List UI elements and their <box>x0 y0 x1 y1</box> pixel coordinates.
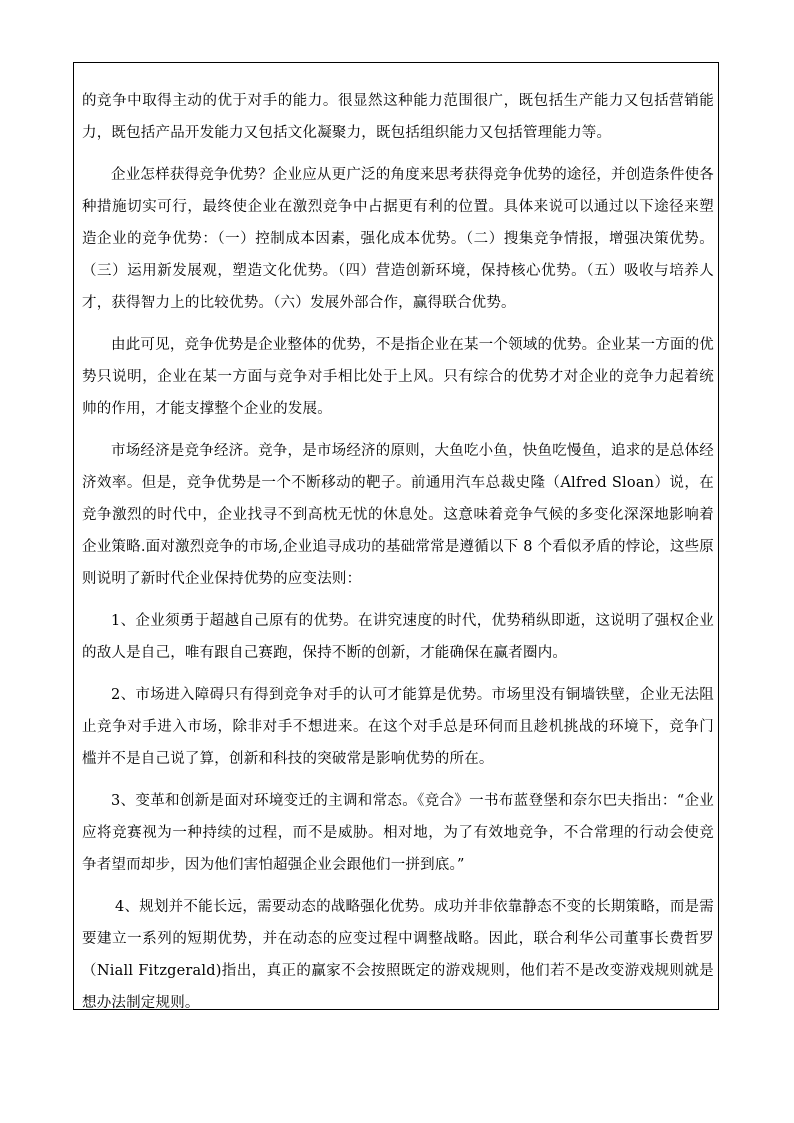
paragraph-market-economy: 市场经济是竞争经济。竞争，是市场经济的原则，大鱼吃小鱼，快鱼吃慢鱼，追求的是总体经济效率。但是，竞争优势是一个不断移动的靶子。前通用汽车总裁史隆（Alfred Sloan）说，在竞争激烈的时代中，企业找寻不到高枕无忧的休息处。这意味着竞争气候的多变化深深地影响着企业策略.面对激烈竞争的市场,企业追寻成功的基础常常是遵循以下 8 个看似矛盾的悖论，这些原则说明了新时代企业保持优势的应变法则： <box>82 443 714 587</box>
paragraph-point-2: 2、市场进入障碍只有得到竞争对手的认可才能算是优势。市场里没有铜墙铁壁，企业无法阻止竞争对手进入市场，除非对手不想进来。在这个对手总是环伺而且趁机挑战的环境下，竞争门槛并不是自己说了算，创新和科技的突破常是影响优势的所在。 <box>82 687 714 767</box>
paragraph-overall-advantage: 由此可见，竞争优势是企业整体的优势，不是指企业在某一个领域的优势。企业某一方面的优势只说明，企业在某一方面与竞争对手相比处于上风。只有综合的优势才对企业的竞争力起着统帅的作用，才能支撑整个企业的发展。 <box>82 337 714 417</box>
paragraph-point-3: 3、变革和创新是面对环境变迁的主调和常态。《竞合》一书布蓝登堡和奈尔巴夫指出：“企业应将竞赛视为一种持续的过程，而不是威胁。相对地，为了有效地竞争，不合常理的行动会使竞争者望而却步，因为他们害怕超强企业会跟他们一拼到底。” <box>82 793 714 873</box>
paragraph-point-1: 1、企业须勇于超越自己原有的优势。在讲究速度的时代，优势稍纵即逝，这说明了强权企业的敌人是自己，唯有跟自己赛跑，保持不断的创新，才能确保在赢者圈内。 <box>82 613 714 661</box>
paragraph-continuation: 的竞争中取得主动的优于对手的能力。很显然这种能力范围很广，既包括生产能力又包括营销能力，既包括产品开发能力又包括文化凝聚力，既包括组织能力又包括管理能力等。 <box>82 93 714 141</box>
paragraph-how-to-gain-advantage: 企业怎样获得竞争优势？企业应从更广泛的角度来思考获得竞争优势的途径，并创造条件使各种措施切实可行，最终使企业在激烈竞争中占据更有利的位置。具体来说可以通过以下途径来塑造企业的竞争优势：（一）控制成本因素，强化成本优势。（二）搜集竞争情报，增强决策优势。（三）运用新发展观，塑造文化优势。（四）营造创新环境，保持核心优势。（五）吸收与培养人才，获得智力上的比较优势。（六）发展外部合作，赢得联合优势。 <box>82 167 714 311</box>
paragraph-point-4: 4、规划并不能长远，需要动态的战略强化优势。成功并非依靠静态不变的长期策略，而是需要建立一系列的短期优势，并在动态的应变过程中调整战略。因此，联合利华公司董事长费哲罗（Niall Fitzgerald)指出，真正的赢家不会按照既定的游戏规则，他们若不是改变游戏规则就是想办法制定规则。 <box>82 899 714 1011</box>
document-body <box>73 62 719 1010</box>
